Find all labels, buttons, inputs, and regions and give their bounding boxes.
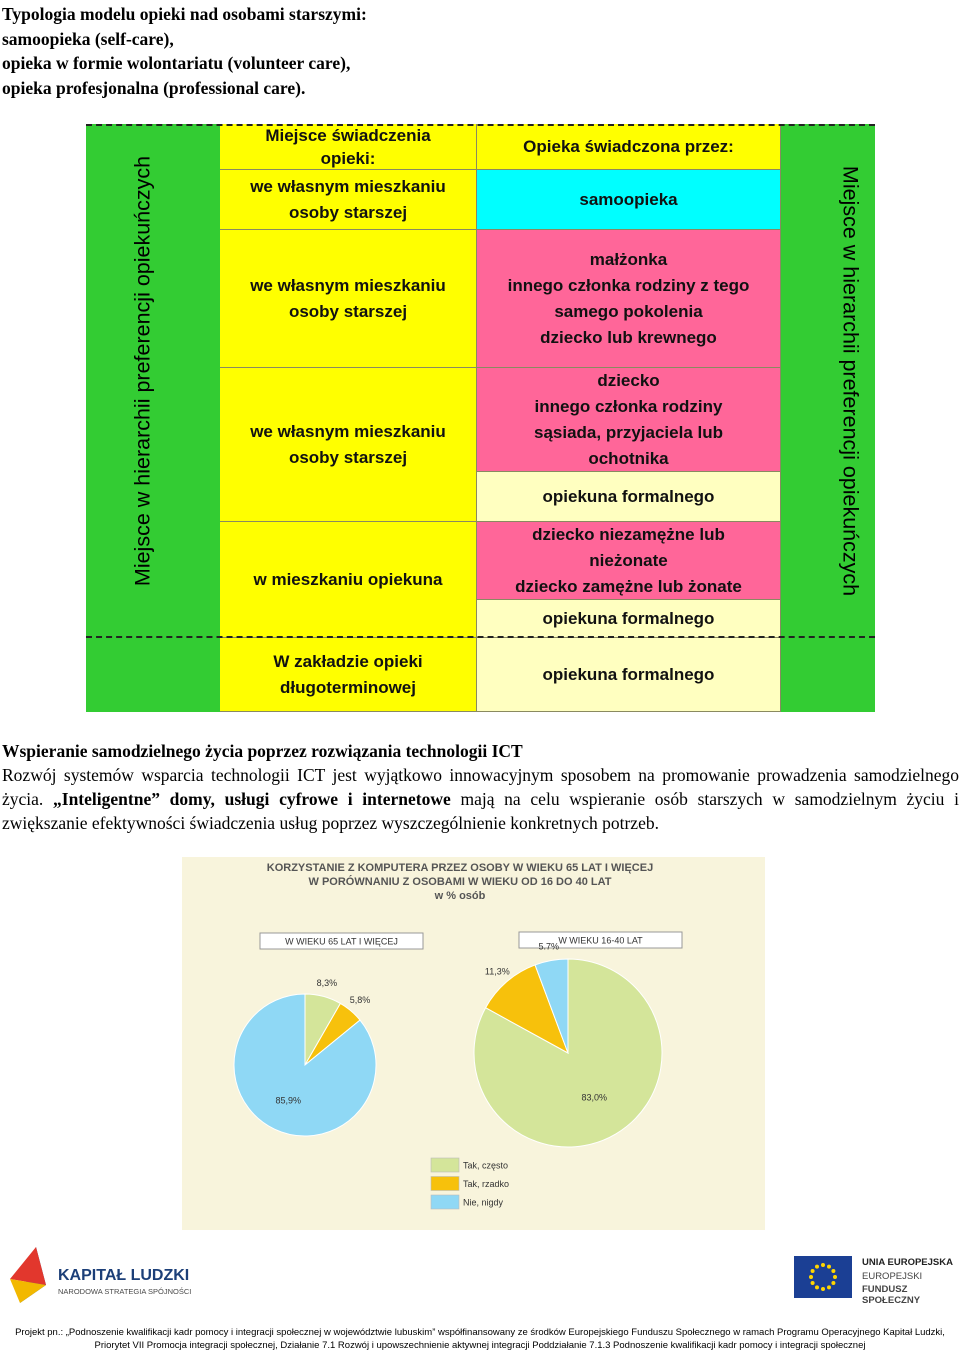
legend-label: Nie, nigdy (463, 1197, 504, 1208)
carer-cell: dziecko niezamężne lub nieżonate dziecko zamężne lub żonate (477, 522, 781, 600)
header-place: Miejsce świadczenia opieki: (220, 124, 477, 170)
legend-swatch (431, 1158, 459, 1172)
section-heading: Wspieranie samodzielnego życia poprzez rozwiązania technologii ICT (2, 741, 523, 761)
eu-flag-icon (794, 1256, 852, 1298)
pie-slice-label: 5.7% (538, 941, 560, 952)
place-cell: W zakładzie opieki długoterminowej (220, 638, 477, 712)
kapital-ludzki-logo (6, 1245, 206, 1307)
carer-cell: opiekuna formalnego (477, 472, 781, 522)
eu-line2: EUROPEJSKI (862, 1271, 923, 1282)
footer-line: Projekt pn.: „Podnoszenie kwalifikacji kadr pomocy i integracji społecznej w województwie lubuskim” współfinansowany ze środków Europejskiego Funduszu Społecznego w ramach Programu Operacyjnego Kapitał Ludzki, (15, 1327, 945, 1338)
eu-line3: FUNDUSZ SPOŁECZNY (862, 1284, 921, 1306)
carer-cell: małżonka innego członka rodziny z tego samego pokolenia dziecko lub krewnego (477, 230, 781, 368)
dashed-divider (86, 636, 875, 638)
place-cell: we własnym mieszkaniu osoby starszej (220, 170, 477, 230)
eu-efs-logo (794, 1254, 956, 1306)
carer-cell: dziecko innego członka rodziny sąsiada, przyjaciela lub ochotnika (477, 368, 781, 472)
chart-title: W PORÓWNANIU Z OSOBAMI W WIEKU OD 16 DO 40 LAT (308, 876, 612, 888)
paragraph-bold: „Inteligentne” domy, usługi cyfrowe i internetowe (53, 789, 451, 809)
legend-label: Tak, rzadko (463, 1179, 510, 1189)
chart-group-label: W WIEKU 16-40 LAT (558, 935, 643, 946)
chart-title: KORZYSTANIE Z KOMPUTERA PRZEZ OSOBY W WIEKU 65 LAT I WIĘCEJ (266, 862, 654, 874)
logo-title: KAPITAŁ LUDZKI (58, 1267, 190, 1284)
pie-slice-label: 5,8% (349, 995, 371, 1006)
place-cell: w mieszkaniu opiekuna (220, 522, 477, 638)
chart-group-label: W WIEKU 65 LAT I WIĘCEJ (285, 936, 398, 947)
carer-cell: opiekuna formalnego (477, 638, 781, 712)
footer-note (0, 1326, 960, 1352)
section-paragraph (2, 763, 959, 835)
pie-slice-label: 85,9% (275, 1095, 302, 1106)
page-title (2, 2, 367, 100)
legend-swatch (431, 1195, 459, 1209)
carer-cell: opiekuna formalnego (477, 600, 781, 638)
eu-line1: UNIA EUROPEJSKA (862, 1257, 953, 1268)
title-line: Typologia modelu opieki nad osobami starszymi: (2, 4, 367, 24)
legend-swatch (431, 1177, 459, 1191)
place-cell: we własnym mieszkaniu osoby starszej (220, 368, 477, 522)
logo-subtitle: NARODOWA STRATEGIA SPÓJNOŚCI (58, 1287, 192, 1296)
pie-slice-label: 11,3% (484, 966, 510, 977)
title-line: opieka w formie wolontariatu (volunteer care), (2, 53, 351, 73)
chart-canvas (182, 857, 765, 1230)
pie-slice-label: 83,0% (581, 1092, 608, 1103)
chart-subtitle: w % osób (434, 890, 486, 902)
dashed-divider (86, 124, 875, 126)
paragraph-text: Rozwój systemów wsparcia technologii ICT jest wyjątkowo innowacyjnym sposobem na promowanie prowadzenia samodzielnego życia. (2, 765, 959, 809)
carer-cell: samoopieka (477, 170, 781, 230)
title-line: opieka profesjonalna (professional care). (2, 77, 306, 98)
legend-label: Tak, często (463, 1160, 509, 1171)
title-line: samoopieka (self-care), (2, 28, 174, 49)
place-cell: we własnym mieszkaniu osoby starszej (220, 230, 477, 368)
left-vertical-label: Miejsce w hierarchii preferencji opiekuńczych (130, 155, 155, 587)
pie-slice-label: 8,3% (316, 977, 338, 988)
care-model-table (86, 124, 875, 712)
right-vertical-label: Miejsce w hierarchii preferencji opiekuńczych (838, 165, 863, 597)
paragraph-text: mają na celu wspieranie osób starszych w samodzielnym życiu i zwiększanie efektywności świadczenia usług poprzez wyszczególnienie konkretnych potrzeb. (2, 789, 959, 833)
computer-usage-chart (182, 857, 765, 1230)
header-carer: Opieka świadczona przez: (477, 124, 781, 170)
footer-line: Priorytet VII Promocja integracji społecznej, Działanie 7.1 Rozwój i upowszechnienie aktywnej integracji Poddziałanie 7.1.3 Podnoszenie kwalifikacji kadr pomocy i integracji społecznej (94, 1340, 866, 1351)
